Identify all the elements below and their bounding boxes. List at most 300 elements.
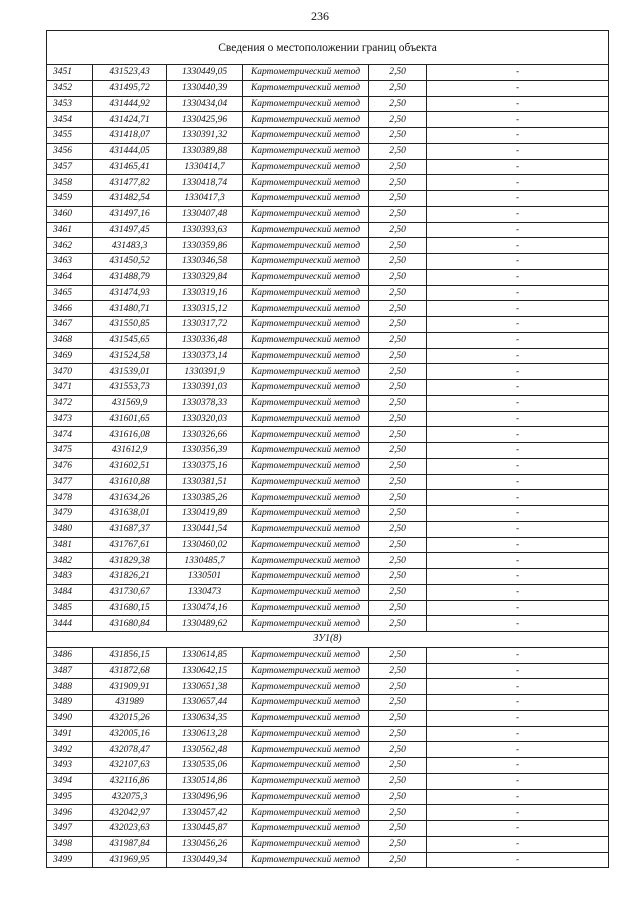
x-coordinate-cell: 431872,68	[93, 663, 167, 679]
description-cell: -	[427, 773, 609, 789]
table-row	[47, 254, 609, 270]
y-coordinate-cell: 1330356,39	[167, 443, 243, 459]
description-cell: -	[427, 269, 609, 285]
x-coordinate-cell: 431497,16	[93, 206, 167, 222]
table-row	[47, 159, 609, 175]
page-number: 236	[311, 9, 329, 23]
method-cell: Картометрический метод	[243, 836, 369, 852]
y-coordinate-cell: 1330485,7	[167, 553, 243, 569]
point-number-cell: 3487	[47, 663, 93, 679]
x-coordinate-cell: 431444,92	[93, 96, 167, 112]
x-coordinate-cell: 431634,26	[93, 490, 167, 506]
description-cell: -	[427, 537, 609, 553]
table-row	[47, 742, 609, 758]
point-number-cell: 3498	[47, 836, 93, 852]
y-coordinate-cell: 1330434,04	[167, 96, 243, 112]
point-number-cell: 3457	[47, 159, 93, 175]
accuracy-cell: 2,50	[369, 773, 427, 789]
method-cell: Картометрический метод	[243, 742, 369, 758]
y-coordinate-cell: 1330391,32	[167, 128, 243, 144]
accuracy-cell: 2,50	[369, 222, 427, 238]
accuracy-cell: 2,50	[369, 474, 427, 490]
table-row	[47, 758, 609, 774]
x-coordinate-cell: 431680,84	[93, 616, 167, 632]
y-coordinate-cell: 1330456,26	[167, 836, 243, 852]
x-coordinate-cell: 431601,65	[93, 411, 167, 427]
table-row	[47, 553, 609, 569]
method-cell: Картометрический метод	[243, 96, 369, 112]
method-cell: Картометрический метод	[243, 380, 369, 396]
description-cell: -	[427, 521, 609, 537]
table-row	[47, 395, 609, 411]
table-row	[47, 443, 609, 459]
y-coordinate-cell: 1330378,33	[167, 395, 243, 411]
description-cell: -	[427, 584, 609, 600]
table-row	[47, 143, 609, 159]
description-cell: -	[427, 380, 609, 396]
x-coordinate-cell: 432042,97	[93, 805, 167, 821]
x-coordinate-cell: 431610,88	[93, 474, 167, 490]
y-coordinate-cell: 1330389,88	[167, 143, 243, 159]
table-row	[47, 112, 609, 128]
description-cell: -	[427, 112, 609, 128]
y-coordinate-cell: 1330642,15	[167, 663, 243, 679]
point-number-cell: 3470	[47, 364, 93, 380]
point-number-cell: 3496	[47, 805, 93, 821]
table-row	[47, 364, 609, 380]
table-row	[47, 616, 609, 632]
point-number-cell: 3463	[47, 254, 93, 270]
description-cell: -	[427, 458, 609, 474]
description-cell: -	[427, 726, 609, 742]
boundary-coordinates-table	[46, 30, 609, 868]
description-cell: -	[427, 679, 609, 695]
description-cell: -	[427, 600, 609, 616]
x-coordinate-cell: 431465,41	[93, 159, 167, 175]
y-coordinate-cell: 1330419,89	[167, 506, 243, 522]
method-cell: Картометрический метод	[243, 521, 369, 537]
method-cell: Картометрический метод	[243, 332, 369, 348]
accuracy-cell: 2,50	[369, 506, 427, 522]
y-coordinate-cell: 1330562,48	[167, 742, 243, 758]
table-row	[47, 647, 609, 663]
description-cell: -	[427, 695, 609, 711]
description-cell: -	[427, 742, 609, 758]
accuracy-cell: 2,50	[369, 443, 427, 459]
description-cell: -	[427, 789, 609, 805]
y-coordinate-cell: 1330375,16	[167, 458, 243, 474]
description-cell: -	[427, 254, 609, 270]
y-coordinate-cell: 1330407,48	[167, 206, 243, 222]
accuracy-cell: 2,50	[369, 821, 427, 837]
y-coordinate-cell: 1330614,85	[167, 647, 243, 663]
table-row	[47, 852, 609, 868]
method-cell: Картометрический метод	[243, 348, 369, 364]
section-header-row	[47, 632, 609, 648]
accuracy-cell: 2,50	[369, 285, 427, 301]
table-row	[47, 65, 609, 81]
x-coordinate-cell: 432116,86	[93, 773, 167, 789]
table-row	[47, 726, 609, 742]
point-number-cell: 3493	[47, 758, 93, 774]
point-number-cell: 3461	[47, 222, 93, 238]
table-row	[47, 805, 609, 821]
table-row	[47, 427, 609, 443]
accuracy-cell: 2,50	[369, 569, 427, 585]
method-cell: Картометрический метод	[243, 852, 369, 868]
point-number-cell: 3451	[47, 65, 93, 81]
accuracy-cell: 2,50	[369, 159, 427, 175]
x-coordinate-cell: 431987,84	[93, 836, 167, 852]
y-coordinate-cell: 1330317,72	[167, 317, 243, 333]
point-number-cell: 3478	[47, 490, 93, 506]
method-cell: Картометрический метод	[243, 710, 369, 726]
point-number-cell: 3454	[47, 112, 93, 128]
x-coordinate-cell: 431602,51	[93, 458, 167, 474]
method-cell: Картометрический метод	[243, 112, 369, 128]
method-cell: Картометрический метод	[243, 584, 369, 600]
table-row	[47, 222, 609, 238]
method-cell: Картометрический метод	[243, 143, 369, 159]
accuracy-cell: 2,50	[369, 301, 427, 317]
x-coordinate-cell: 432075,3	[93, 789, 167, 805]
x-coordinate-cell: 431444,05	[93, 143, 167, 159]
table-row	[47, 600, 609, 616]
table-row	[47, 679, 609, 695]
point-number-cell: 3453	[47, 96, 93, 112]
description-cell: -	[427, 238, 609, 254]
x-coordinate-cell: 431474,93	[93, 285, 167, 301]
method-cell: Картометрический метод	[243, 364, 369, 380]
table-row	[47, 191, 609, 207]
point-number-cell: 3484	[47, 584, 93, 600]
description-cell: -	[427, 80, 609, 96]
point-number-cell: 3488	[47, 679, 93, 695]
point-number-cell: 3499	[47, 852, 93, 868]
point-number-cell: 3481	[47, 537, 93, 553]
point-number-cell: 3452	[47, 80, 93, 96]
description-cell: -	[427, 569, 609, 585]
accuracy-cell: 2,50	[369, 175, 427, 191]
table-row	[47, 821, 609, 837]
table-row	[47, 269, 609, 285]
x-coordinate-cell: 431616,08	[93, 427, 167, 443]
table-row	[47, 695, 609, 711]
point-number-cell: 3477	[47, 474, 93, 490]
method-cell: Картометрический метод	[243, 269, 369, 285]
table-title-row	[47, 31, 609, 65]
point-number-cell: 3495	[47, 789, 93, 805]
y-coordinate-cell: 1330425,96	[167, 112, 243, 128]
accuracy-cell: 2,50	[369, 269, 427, 285]
y-coordinate-cell: 1330381,51	[167, 474, 243, 490]
point-number-cell: 3444	[47, 616, 93, 632]
accuracy-cell: 2,50	[369, 332, 427, 348]
table-title: Сведения о местоположении границ объекта	[47, 31, 609, 65]
description-cell: -	[427, 663, 609, 679]
table-row	[47, 301, 609, 317]
point-number-cell: 3489	[47, 695, 93, 711]
accuracy-cell: 2,50	[369, 679, 427, 695]
table-row	[47, 474, 609, 490]
x-coordinate-cell: 431418,07	[93, 128, 167, 144]
point-number-cell: 3462	[47, 238, 93, 254]
table-row	[47, 521, 609, 537]
method-cell: Картометрический метод	[243, 805, 369, 821]
x-coordinate-cell: 431553,73	[93, 380, 167, 396]
accuracy-cell: 2,50	[369, 695, 427, 711]
description-cell: -	[427, 474, 609, 490]
y-coordinate-cell: 1330473	[167, 584, 243, 600]
y-coordinate-cell: 1330336,48	[167, 332, 243, 348]
point-number-cell: 3459	[47, 191, 93, 207]
accuracy-cell: 2,50	[369, 647, 427, 663]
table-row	[47, 411, 609, 427]
point-number-cell: 3473	[47, 411, 93, 427]
description-cell: -	[427, 222, 609, 238]
description-cell: -	[427, 395, 609, 411]
point-number-cell: 3494	[47, 773, 93, 789]
x-coordinate-cell: 431829,38	[93, 553, 167, 569]
point-number-cell: 3464	[47, 269, 93, 285]
point-number-cell: 3474	[47, 427, 93, 443]
accuracy-cell: 2,50	[369, 584, 427, 600]
x-coordinate-cell: 431545,65	[93, 332, 167, 348]
y-coordinate-cell: 1330417,3	[167, 191, 243, 207]
x-coordinate-cell: 431477,82	[93, 175, 167, 191]
x-coordinate-cell: 431497,45	[93, 222, 167, 238]
accuracy-cell: 2,50	[369, 112, 427, 128]
point-number-cell: 3492	[47, 742, 93, 758]
table-row	[47, 332, 609, 348]
point-number-cell: 3460	[47, 206, 93, 222]
point-number-cell: 3480	[47, 521, 93, 537]
table-row	[47, 506, 609, 522]
method-cell: Картометрический метод	[243, 537, 369, 553]
description-cell: -	[427, 332, 609, 348]
accuracy-cell: 2,50	[369, 65, 427, 81]
accuracy-cell: 2,50	[369, 758, 427, 774]
x-coordinate-cell: 431482,54	[93, 191, 167, 207]
x-coordinate-cell: 431687,37	[93, 521, 167, 537]
x-coordinate-cell: 432023,63	[93, 821, 167, 837]
method-cell: Картометрический метод	[243, 616, 369, 632]
accuracy-cell: 2,50	[369, 427, 427, 443]
method-cell: Картометрический метод	[243, 175, 369, 191]
point-number-cell: 3466	[47, 301, 93, 317]
y-coordinate-cell: 1330457,42	[167, 805, 243, 821]
method-cell: Картометрический метод	[243, 695, 369, 711]
y-coordinate-cell: 1330391,03	[167, 380, 243, 396]
x-coordinate-cell: 431767,61	[93, 537, 167, 553]
y-coordinate-cell: 1330346,58	[167, 254, 243, 270]
x-coordinate-cell: 431424,71	[93, 112, 167, 128]
description-cell: -	[427, 96, 609, 112]
accuracy-cell: 2,50	[369, 411, 427, 427]
table-row	[47, 789, 609, 805]
accuracy-cell: 2,50	[369, 191, 427, 207]
accuracy-cell: 2,50	[369, 600, 427, 616]
table-row	[47, 663, 609, 679]
method-cell: Картометрический метод	[243, 789, 369, 805]
y-coordinate-cell: 1330359,86	[167, 238, 243, 254]
method-cell: Картометрический метод	[243, 411, 369, 427]
x-coordinate-cell: 432078,47	[93, 742, 167, 758]
description-cell: -	[427, 159, 609, 175]
description-cell: -	[427, 128, 609, 144]
description-cell: -	[427, 616, 609, 632]
method-cell: Картометрический метод	[243, 427, 369, 443]
method-cell: Картометрический метод	[243, 191, 369, 207]
point-number-cell: 3491	[47, 726, 93, 742]
x-coordinate-cell: 431495,72	[93, 80, 167, 96]
method-cell: Картометрический метод	[243, 663, 369, 679]
y-coordinate-cell: 1330440,39	[167, 80, 243, 96]
y-coordinate-cell: 1330329,84	[167, 269, 243, 285]
point-number-cell: 3476	[47, 458, 93, 474]
table-row	[47, 206, 609, 222]
x-coordinate-cell: 431612,9	[93, 443, 167, 459]
description-cell: -	[427, 443, 609, 459]
accuracy-cell: 2,50	[369, 805, 427, 821]
y-coordinate-cell: 1330393,63	[167, 222, 243, 238]
description-cell: -	[427, 506, 609, 522]
method-cell: Картометрический метод	[243, 317, 369, 333]
x-coordinate-cell: 431730,67	[93, 584, 167, 600]
accuracy-cell: 2,50	[369, 380, 427, 396]
table-row	[47, 238, 609, 254]
x-coordinate-cell: 431826,21	[93, 569, 167, 585]
y-coordinate-cell: 1330441,54	[167, 521, 243, 537]
point-number-cell: 3458	[47, 175, 93, 191]
point-number-cell: 3471	[47, 380, 93, 396]
table-row	[47, 128, 609, 144]
method-cell: Картометрический метод	[243, 159, 369, 175]
method-cell: Картометрический метод	[243, 726, 369, 742]
method-cell: Картометрический метод	[243, 474, 369, 490]
point-number-cell: 3465	[47, 285, 93, 301]
description-cell: -	[427, 411, 609, 427]
table-row	[47, 710, 609, 726]
description-cell: -	[427, 836, 609, 852]
table-row	[47, 380, 609, 396]
accuracy-cell: 2,50	[369, 364, 427, 380]
table-row	[47, 285, 609, 301]
method-cell: Картометрический метод	[243, 773, 369, 789]
table-row	[47, 584, 609, 600]
description-cell: -	[427, 852, 609, 868]
y-coordinate-cell: 1330514,86	[167, 773, 243, 789]
method-cell: Картометрический метод	[243, 443, 369, 459]
accuracy-cell: 2,50	[369, 238, 427, 254]
table-row	[47, 175, 609, 191]
description-cell: -	[427, 206, 609, 222]
table-row	[47, 348, 609, 364]
method-cell: Картометрический метод	[243, 553, 369, 569]
accuracy-cell: 2,50	[369, 836, 427, 852]
method-cell: Картометрический метод	[243, 128, 369, 144]
section-label: ЗУ1(8)	[47, 632, 609, 648]
table-row	[47, 458, 609, 474]
description-cell: -	[427, 175, 609, 191]
y-coordinate-cell: 1330414,7	[167, 159, 243, 175]
method-cell: Картометрический метод	[243, 506, 369, 522]
accuracy-cell: 2,50	[369, 458, 427, 474]
x-coordinate-cell: 432015,26	[93, 710, 167, 726]
method-cell: Картометрический метод	[243, 395, 369, 411]
table-row	[47, 317, 609, 333]
accuracy-cell: 2,50	[369, 521, 427, 537]
point-number-cell: 3469	[47, 348, 93, 364]
accuracy-cell: 2,50	[369, 742, 427, 758]
table-row	[47, 537, 609, 553]
table-row	[47, 836, 609, 852]
point-number-cell: 3483	[47, 569, 93, 585]
point-number-cell: 3497	[47, 821, 93, 837]
table-row	[47, 773, 609, 789]
point-number-cell: 3455	[47, 128, 93, 144]
method-cell: Картометрический метод	[243, 206, 369, 222]
point-number-cell: 3482	[47, 553, 93, 569]
method-cell: Картометрический метод	[243, 458, 369, 474]
description-cell: -	[427, 301, 609, 317]
accuracy-cell: 2,50	[369, 490, 427, 506]
accuracy-cell: 2,50	[369, 395, 427, 411]
method-cell: Картометрический метод	[243, 254, 369, 270]
y-coordinate-cell: 1330445,87	[167, 821, 243, 837]
y-coordinate-cell: 1330651,38	[167, 679, 243, 695]
method-cell: Картометрический метод	[243, 80, 369, 96]
description-cell: -	[427, 317, 609, 333]
y-coordinate-cell: 1330449,05	[167, 65, 243, 81]
x-coordinate-cell: 431989	[93, 695, 167, 711]
accuracy-cell: 2,50	[369, 616, 427, 632]
x-coordinate-cell: 431483,3	[93, 238, 167, 254]
y-coordinate-cell: 1330501	[167, 569, 243, 585]
method-cell: Картометрический метод	[243, 490, 369, 506]
x-coordinate-cell: 431569,9	[93, 395, 167, 411]
x-coordinate-cell: 431680,15	[93, 600, 167, 616]
method-cell: Картометрический метод	[243, 647, 369, 663]
x-coordinate-cell: 431969,95	[93, 852, 167, 868]
table-row	[47, 80, 609, 96]
y-coordinate-cell: 1330489,62	[167, 616, 243, 632]
x-coordinate-cell: 431488,79	[93, 269, 167, 285]
point-number-cell: 3467	[47, 317, 93, 333]
method-cell: Картометрический метод	[243, 679, 369, 695]
accuracy-cell: 2,50	[369, 537, 427, 553]
x-coordinate-cell: 431523,43	[93, 65, 167, 81]
y-coordinate-cell: 1330418,74	[167, 175, 243, 191]
point-number-cell: 3472	[47, 395, 93, 411]
method-cell: Картометрический метод	[243, 285, 369, 301]
x-coordinate-cell: 431450,52	[93, 254, 167, 270]
x-coordinate-cell: 431856,15	[93, 647, 167, 663]
point-number-cell: 3475	[47, 443, 93, 459]
description-cell: -	[427, 65, 609, 81]
point-number-cell: 3490	[47, 710, 93, 726]
y-coordinate-cell: 1330385,26	[167, 490, 243, 506]
accuracy-cell: 2,50	[369, 80, 427, 96]
y-coordinate-cell: 1330535,06	[167, 758, 243, 774]
accuracy-cell: 2,50	[369, 710, 427, 726]
y-coordinate-cell: 1330449,34	[167, 852, 243, 868]
accuracy-cell: 2,50	[369, 663, 427, 679]
accuracy-cell: 2,50	[369, 206, 427, 222]
x-coordinate-cell: 431524,58	[93, 348, 167, 364]
y-coordinate-cell: 1330474,16	[167, 600, 243, 616]
method-cell: Картометрический метод	[243, 569, 369, 585]
